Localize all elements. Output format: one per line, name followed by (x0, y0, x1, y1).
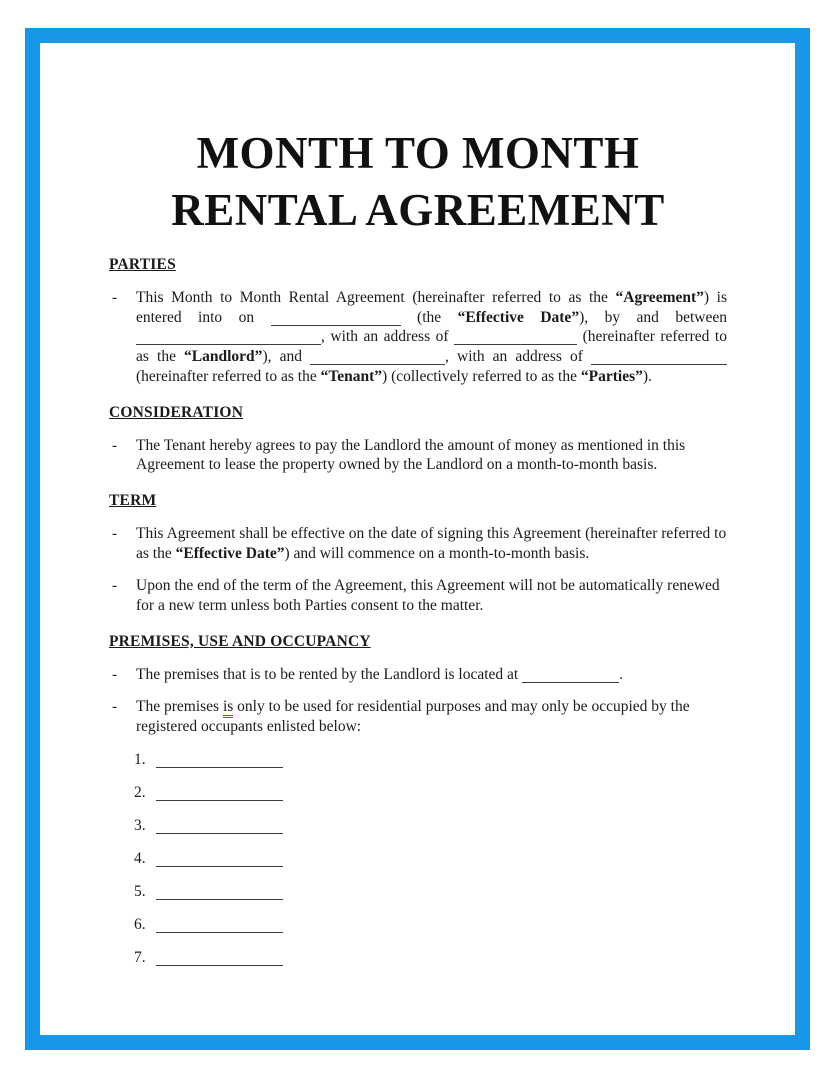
section-heading-term: TERM (109, 491, 157, 509)
list-item-number: 3. (134, 816, 146, 834)
body-text: The premises (136, 698, 223, 716)
list-item-number: 1. (134, 750, 146, 768)
bullet-paragraph (109, 576, 727, 615)
body-text: (hereinafter referred to as the (136, 328, 727, 366)
bullet-marker: - (112, 698, 118, 716)
fill-in-blank (454, 330, 577, 345)
fill-in-blank (156, 885, 283, 900)
fill-in-blank (156, 951, 283, 966)
bullet-marker: - (112, 289, 118, 306)
occupant-list-item (109, 948, 727, 968)
fill-in-blank (591, 350, 727, 365)
occupant-list-item (109, 882, 727, 902)
section-heading-parties: PARTIES (109, 256, 176, 273)
bullet-marker: - (112, 577, 118, 595)
bold-text: “Tenant” (320, 367, 383, 385)
list-item-number: 7. (134, 948, 146, 966)
body-text: The Tenant hereby agrees to pay the Landlord the amount of money as mentioned in this Agreement to lease the property owned by the Landlord on a month-to-month basis. (136, 436, 686, 474)
bold-text: “Landlord” (184, 348, 263, 366)
document-content (40, 43, 795, 1035)
body-text: This Agreement shall be effective on the date of signing this Agreement (hereinafter referred to as the (136, 524, 727, 562)
section-heading-consideration: CONSIDERATION (109, 403, 244, 421)
body-text: ) is entered into on (136, 289, 727, 326)
list-item-number: 6. (134, 915, 146, 933)
fill-in-blank (522, 668, 619, 683)
bullet-marker: - (112, 665, 118, 683)
occupant-list-item (109, 750, 727, 770)
fill-in-blank (156, 852, 283, 867)
body-text: (the (400, 308, 458, 326)
body-text: only to be used for residential purposes and may only be occupied by the registered occupants enlisted below: (136, 698, 690, 736)
body-text: . (619, 665, 623, 683)
fill-in-blank (310, 350, 445, 365)
occupant-list-item (109, 816, 727, 836)
bullet-paragraph (109, 436, 727, 475)
list-item-number: 2. (134, 783, 146, 801)
page-frame (25, 28, 810, 1050)
body-text: This Month to Month Rental Agreement (hereinafter referred to as the (136, 289, 616, 306)
list-item-number: 4. (134, 849, 146, 867)
bold-text: “Effective Date” (175, 544, 285, 562)
bold-text: “Effective Date” (457, 308, 580, 326)
body-text: ) (collectively referred to as the (382, 367, 581, 385)
occupant-list-item (109, 915, 727, 935)
bullet-paragraph (109, 524, 727, 563)
fill-in-blank (156, 753, 283, 768)
section-heading-premises-use-and-occupancy: PREMISES, USE AND OCCUPANCY (109, 632, 371, 650)
bullet-paragraph (109, 697, 727, 736)
document-title-line-2: RENTAL AGREEMENT (171, 185, 665, 235)
body-text: , with an address of (445, 348, 591, 366)
list-item-number: 5. (134, 882, 146, 900)
bold-text: “Parties” (580, 367, 643, 385)
body-text: , with an address of (321, 328, 455, 346)
bullet-paragraph (109, 288, 727, 387)
occupant-list-item (109, 849, 727, 869)
bold-text: “Agreement” (615, 289, 704, 306)
occupants-numbered-list (109, 750, 727, 968)
fill-in-blank (271, 311, 401, 326)
body-text: ) and will commence on a month-to-month basis. (284, 544, 590, 562)
body-text: The premises that is to be rented by the Landlord is located at (136, 665, 523, 683)
body-text: Upon the end of the term of the Agreement, this Agreement will not be automatically renewed for a new term unless both Parties consent to the matter. (136, 577, 720, 615)
fill-in-blank (156, 918, 283, 933)
bullet-marker: - (112, 524, 118, 542)
occupant-list-item (109, 783, 727, 803)
sections (109, 255, 727, 968)
document-title (109, 125, 727, 239)
grammar-check-underline: is (223, 698, 233, 718)
body-text: ), and (262, 348, 311, 366)
document-title-line-1: MONTH TO MONTH (196, 128, 640, 178)
fill-in-blank (156, 786, 283, 801)
body-text: (hereinafter referred to as the (136, 367, 321, 385)
fill-in-blank (136, 330, 321, 345)
bullet-marker: - (112, 436, 118, 454)
fill-in-blank (156, 819, 283, 834)
body-text: ). (642, 367, 652, 385)
body-text: ), by and between (579, 308, 727, 326)
bullet-paragraph (109, 665, 727, 685)
